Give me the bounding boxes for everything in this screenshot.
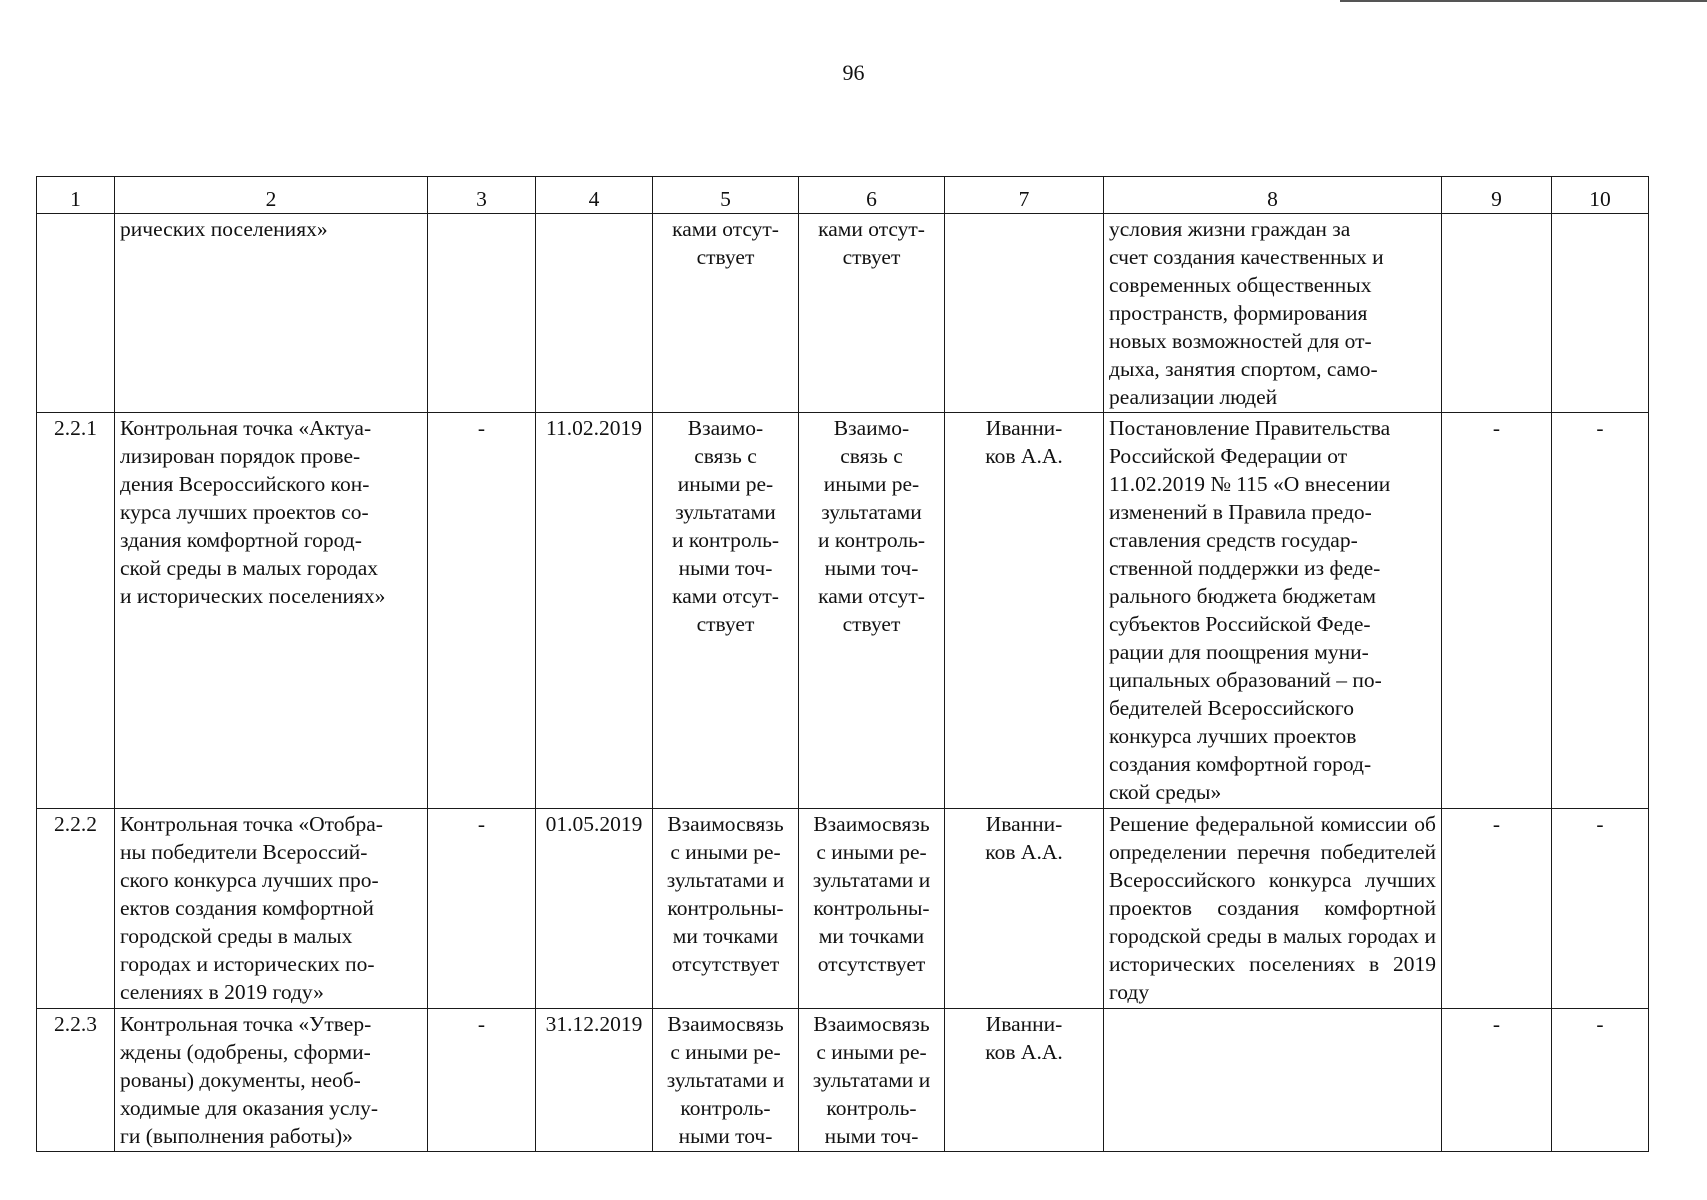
control-point-name: Контрольная точка «Отобра- ны победители Всероссий- ского конкурса лучших про- ектов создания комфортной городской среды в малых городах и исторических по- селениях в 2019 году» (115, 809, 428, 1009)
responsible-person: Иванни- ков А.А. (945, 809, 1104, 1009)
column-3-value: - (428, 413, 536, 809)
col-header-7: 7 (945, 177, 1104, 214)
row-number: 2.2.2 (37, 809, 115, 1009)
date-value: 11.02.2019 (536, 413, 653, 809)
row-number (37, 214, 115, 413)
date-value: 31.12.2019 (536, 1009, 653, 1152)
page-number: 96 (842, 60, 865, 85)
table-row (37, 413, 1649, 809)
column-3-value: - (428, 809, 536, 1009)
document-description: условия жизни граждан за счет создания качественных и современных общественных пространств, формирования новых возможностей для от- дыха, занятия спортом, само- реализации людей (1104, 214, 1442, 413)
row-number: 2.2.1 (37, 413, 115, 809)
relation-results: Взаимо- связь с иными ре- зультатами и контроль- ными точ- ками отсут- ствует (653, 413, 799, 809)
responsible-person: Иванни- ков А.А. (945, 1009, 1104, 1152)
row-number: 2.2.3 (37, 1009, 115, 1152)
col-header-2: 2 (115, 177, 428, 214)
relation-results: Взаимосвязь с иными ре- зультатами и контрольны- ми точками отсутствует (653, 809, 799, 1009)
responsible-person: Иванни- ков А.А. (945, 413, 1104, 809)
col-header-3: 3 (428, 177, 536, 214)
column-10-value (1552, 214, 1649, 413)
relation-checkpoints: Взаимосвязь с иными ре- зультатами и контроль- ными точ- (799, 1009, 945, 1152)
header-row (37, 177, 1649, 214)
date-value (536, 214, 653, 413)
relation-checkpoints: Взаимосвязь с иными ре- зультатами и контрольны- ми точками отсутствует (799, 809, 945, 1009)
col-header-1: 1 (37, 177, 115, 214)
column-10-value: - (1552, 809, 1649, 1009)
responsible-person (945, 214, 1104, 413)
table-row (37, 809, 1649, 1009)
document-description: Решение федеральной комиссии об определении перечня победителей Всероссийского конкурса лучших проектов создания комфортной городской среды в малых городах и исторических поселениях в 2019 году (1104, 809, 1442, 1009)
column-10-value: - (1552, 1009, 1649, 1152)
control-points-table (36, 176, 1649, 1152)
relation-checkpoints: Взаимо- связь с иными ре- зультатами и контроль- ными точ- ками отсут- ствует (799, 413, 945, 809)
col-header-9: 9 (1442, 177, 1552, 214)
column-3-value: - (428, 1009, 536, 1152)
relation-results: ками отсут- ствует (653, 214, 799, 413)
document-description: Постановление Правительства Российской Федерации от 11.02.2019 № 115 «О внесении изменений в Правила предо- ставления средств государ- ственной поддержки из феде- рального бюджета бюджетам субъектов Российской Феде- рации для поощрения муни- ципальных образований – по- бедителей Всероссийского конкурса лучших проектов создания комфортной город- ской среды» (1104, 413, 1442, 809)
col-header-6: 6 (799, 177, 945, 214)
relation-results: Взаимосвязь с иными ре- зультатами и контроль- ными точ- (653, 1009, 799, 1152)
col-header-4: 4 (536, 177, 653, 214)
date-value: 01.05.2019 (536, 809, 653, 1009)
column-9-value: - (1442, 809, 1552, 1009)
control-point-name: Контрольная точка «Актуа- лизирован порядок прове- дения Всероссийского кон- курса лучших проектов со- здания комфортной город- ской среды в малых городах и исторических поселениях» (115, 413, 428, 809)
relation-checkpoints: ками отсут- ствует (799, 214, 945, 413)
col-header-5: 5 (653, 177, 799, 214)
table-row (37, 214, 1649, 413)
control-point-name: Контрольная точка «Утвер- ждены (одобрены, сформи- рованы) документы, необ- ходимые для оказания услу- ги (выполнения работы)» (115, 1009, 428, 1152)
column-3-value (428, 214, 536, 413)
column-9-value: - (1442, 413, 1552, 809)
column-10-value: - (1552, 413, 1649, 809)
document-description (1104, 1009, 1442, 1152)
control-point-name: рических поселениях» (115, 214, 428, 413)
column-9-value (1442, 214, 1552, 413)
col-header-10: 10 (1552, 177, 1649, 214)
column-9-value: - (1442, 1009, 1552, 1152)
table-row (37, 1009, 1649, 1152)
top-rule (1340, 0, 1707, 2)
col-header-8: 8 (1104, 177, 1442, 214)
